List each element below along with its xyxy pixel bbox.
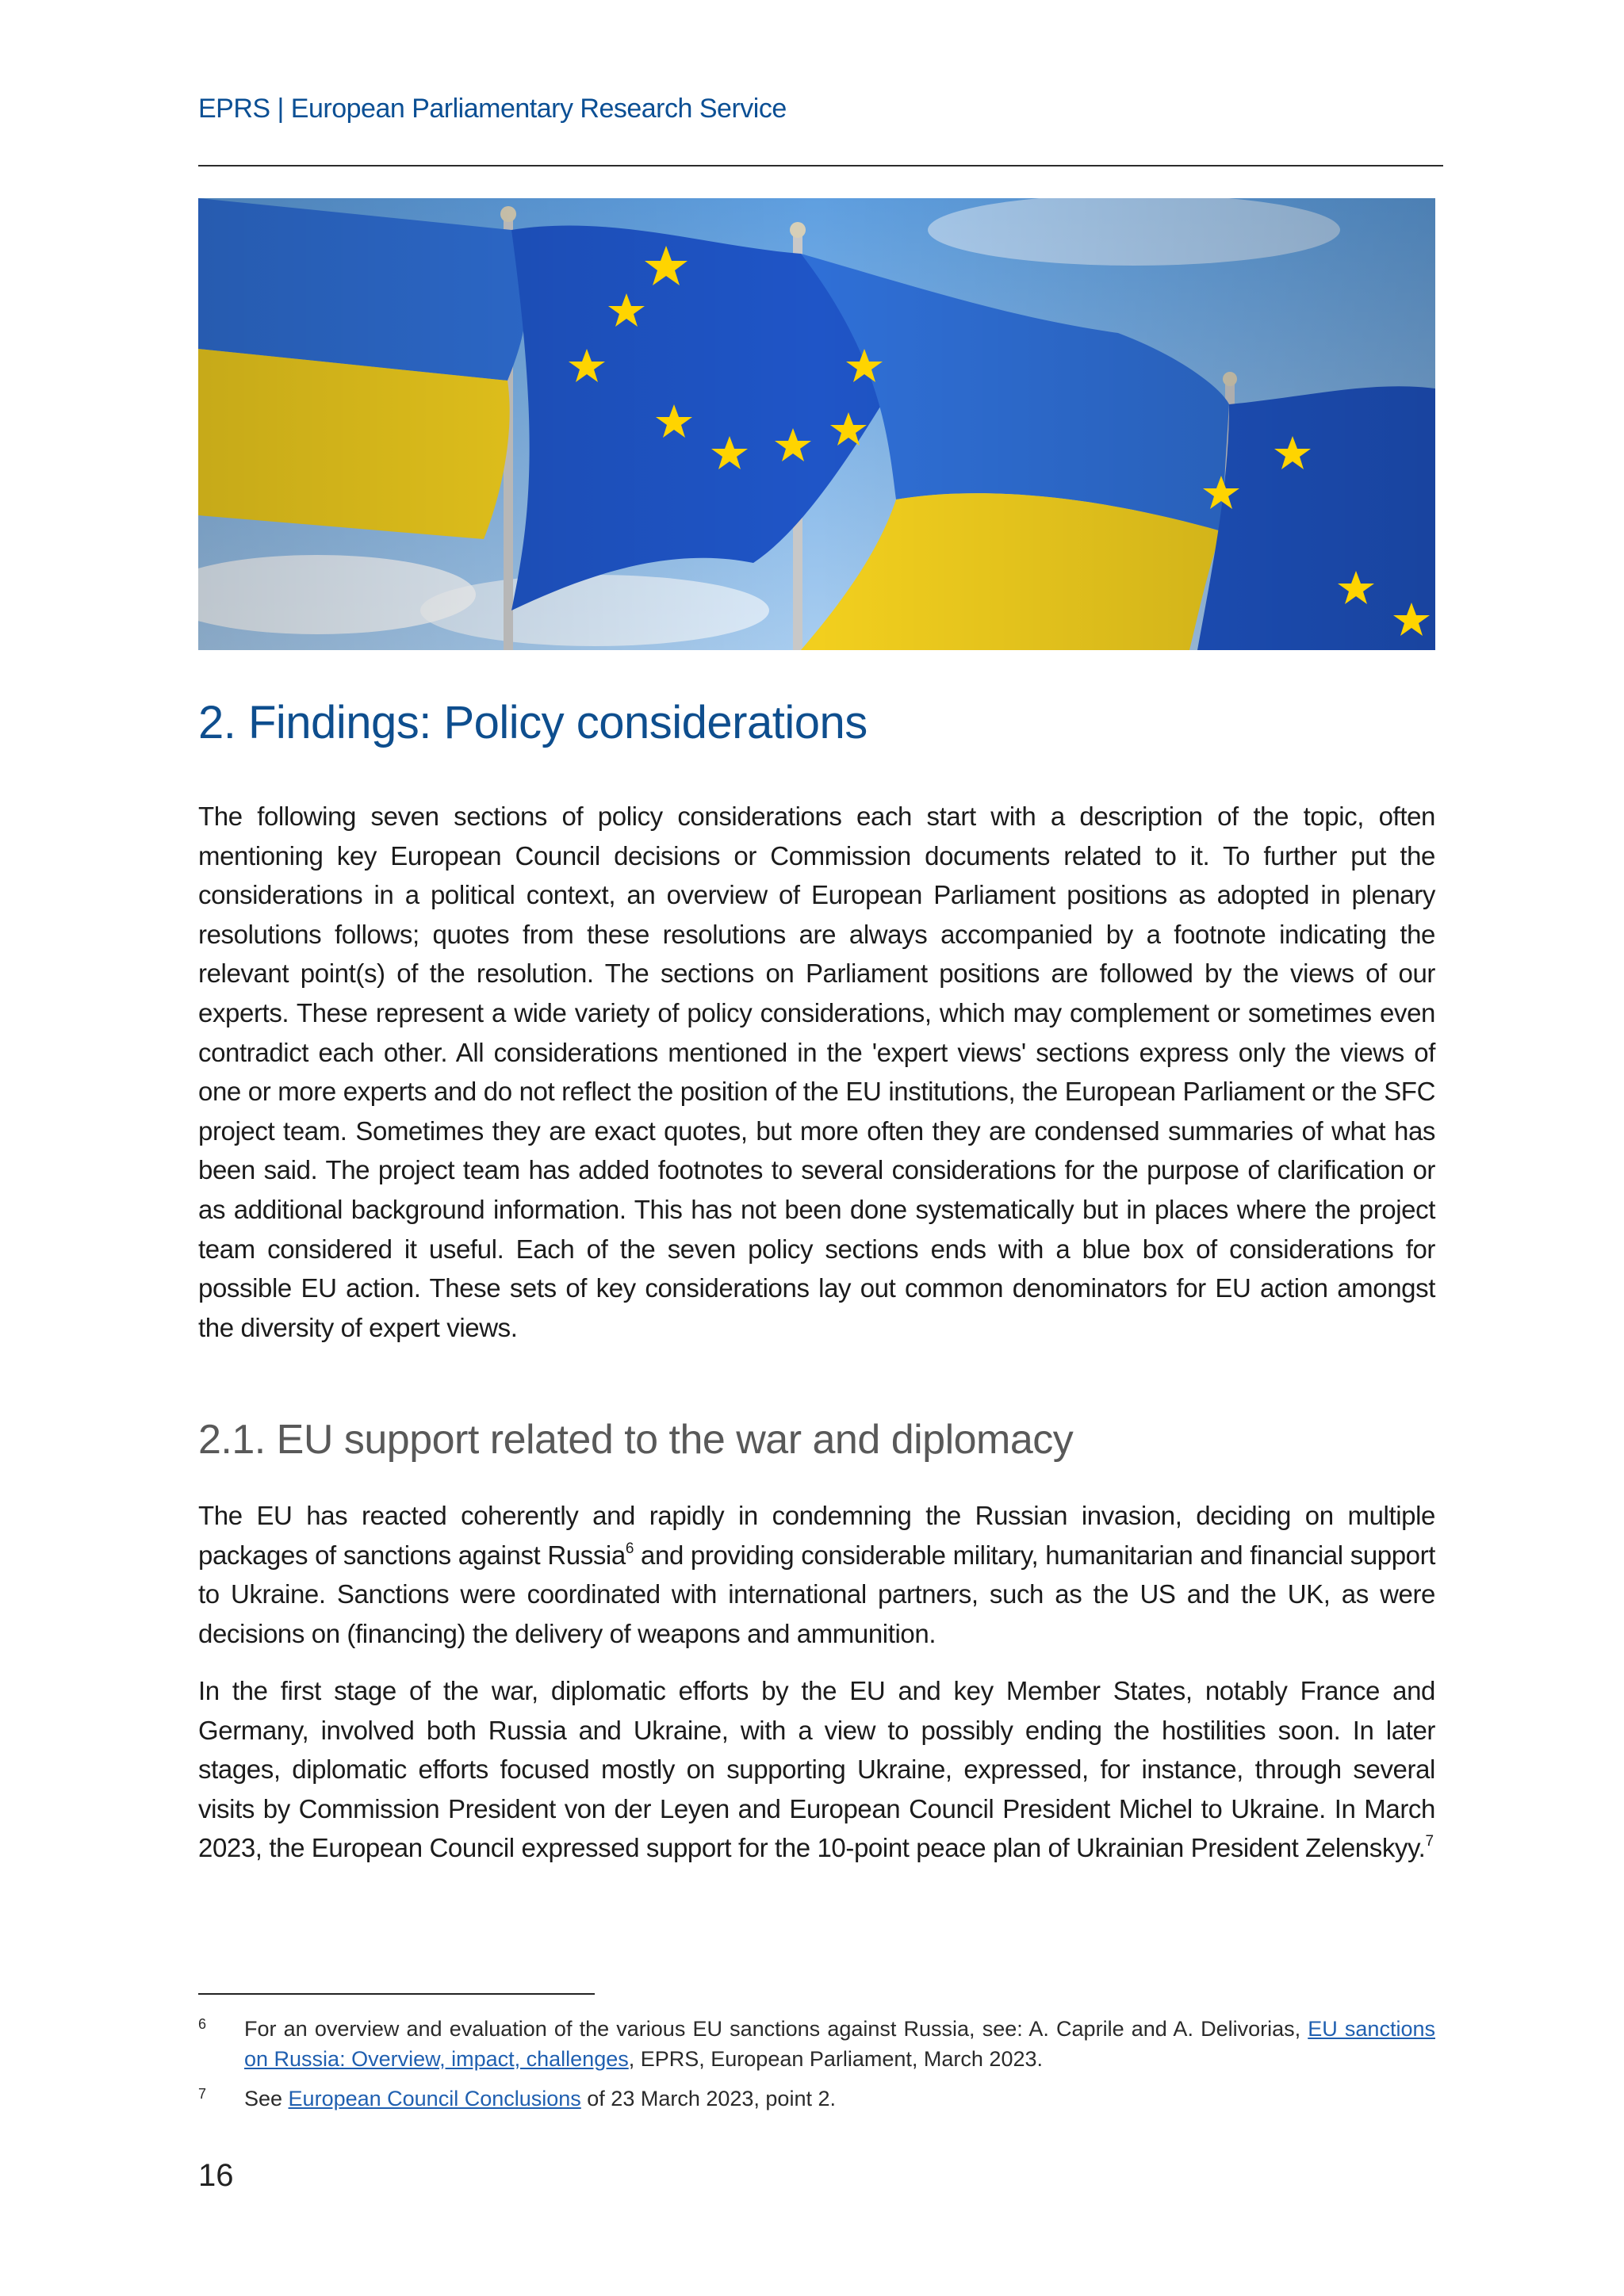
footnote-text <box>244 2084 1435 2114</box>
footnote-link[interactable]: EU sanctions on Russia: Overview, impact, challenges <box>244 2017 1435 2071</box>
page-number: 16 <box>198 2158 234 2193</box>
footnote-text-part: of 23 March 2023, point 2. <box>580 2087 836 2110</box>
footnote-number: 6 <box>198 2016 207 2032</box>
paragraph-text: The EU has reacted coherently and rapidly in condemning the Russian invasion, deciding on multiple packages of sanctions against Russia <box>198 1501 1435 1570</box>
header-divider <box>198 165 1443 166</box>
footnote-text-part: For an overview and evaluation of the various EU sanctions against Russia, see: A. Caprile and A. Delivorias, <box>244 2017 1308 2041</box>
running-header: EPRS | European Parliamentary Research Service <box>198 94 787 124</box>
intro-paragraph: The following seven sections of policy considerations each start with a description of the topic, often mentioning key European Council decisions or Commission documents related to it. To further put the considerations in a political context, an overview of European Parliament positions as adopted in plenary resolutions follows; quotes from these resolutions are always accompanied by a footnote indicating the relevant point(s) of the resolution. The sections on Parliament positions are followed by the views of our experts. These represent a wide variety of policy considerations, which may complement or sometimes even contradict each other. All considerations mentioned in the 'expert views' sections express only the views of one or more experts and do not reflect the position of the EU institutions, the European Parliament or the SFC project team. Sometimes they are exact quotes, but more often they are condensed summaries of what has been said. The project team has added footnotes to several considerations for the purpose of clarification or as additional background information. This has not been done systematically but in places where the project team considered it useful. Each of the seven policy sections ends with a blue box of considerations for possible EU action. These sets of key considerations lay out common denominators for EU action amongst the diversity of expert views. <box>198 802 1435 1342</box>
paragraph-text: In the first stage of the war, diplomatic efforts by the EU and key Member States, notably France and Germany, involved both Russia and Ukraine, with a view to possibly ending the hostilities soon. In later stages, diplomatic efforts focused mostly on supporting Ukraine, expressed, for instance, through several visits by Commission President von der Leyen and European Council President Michel to Ukraine. In March 2023, the European Council expressed support for the 10-point peace plan of Ukrainian President Zelenskyy. <box>198 1676 1435 1863</box>
section-heading: 2. Findings: Policy considerations <box>198 697 868 748</box>
footnote-ref[interactable]: 7 <box>1425 1833 1434 1850</box>
footnote-text-part: See <box>244 2087 289 2110</box>
footnote-text <box>244 2014 1435 2074</box>
footnote-number: 7 <box>198 2086 207 2102</box>
footnote-text-part: , EPRS, European Parliament, March 2023. <box>628 2047 1044 2071</box>
body-paragraph <box>198 1671 1435 1868</box>
footnote-ref[interactable]: 6 <box>625 1540 634 1557</box>
footnote-link[interactable]: European Council Conclusions <box>288 2087 581 2110</box>
flag-shading <box>198 198 1435 650</box>
hero-image <box>198 198 1435 650</box>
footnote-divider <box>198 1993 595 1995</box>
subsection-heading: 2.1. EU support related to the war and diplomacy <box>198 1417 1074 1463</box>
body-paragraph <box>198 1496 1435 1653</box>
flags-illustration <box>198 198 1435 650</box>
paragraph-text: and providing considerable military, humanitarian and financial support to Ukraine. Sanctions were coordinated with international partners, such as the US and the UK, as were decisions on (financing) the delivery of weapons and ammunition. <box>198 1540 1435 1648</box>
